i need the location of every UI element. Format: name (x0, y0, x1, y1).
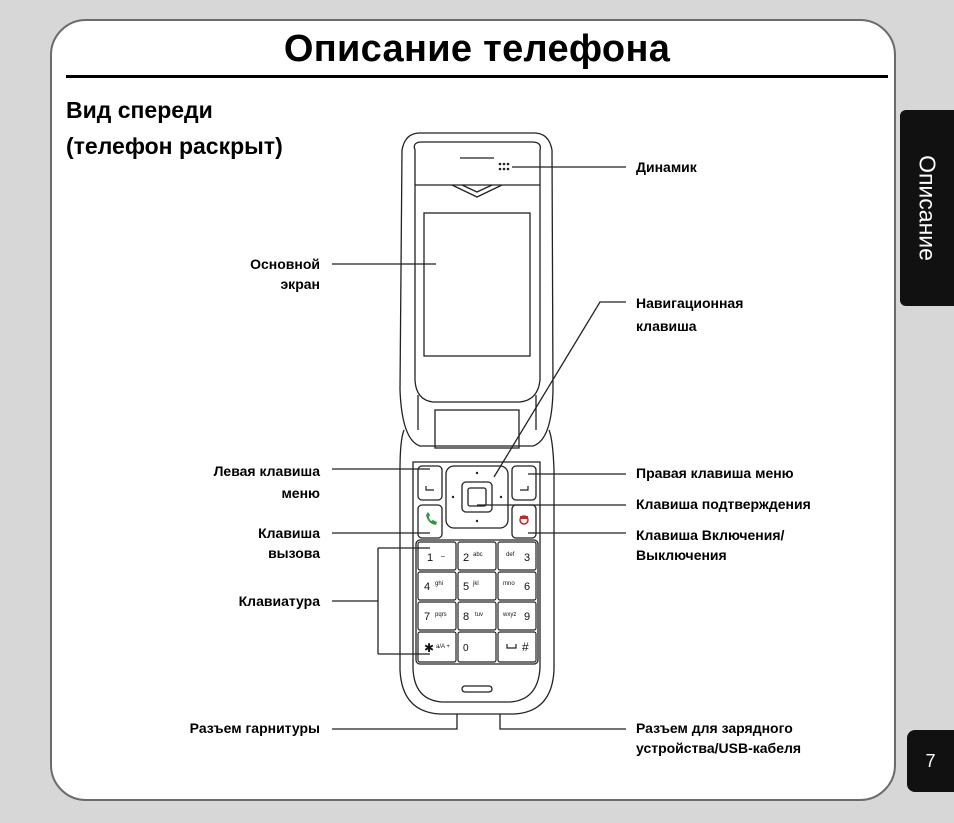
call-icon (426, 512, 437, 525)
confirm-key (468, 488, 486, 506)
hinge-upper (418, 395, 536, 430)
connector-slot (462, 686, 492, 692)
key-0: 0 (463, 643, 469, 654)
right-soft-key-icon (520, 486, 528, 490)
label-call (258, 523, 320, 563)
left-soft-key (418, 466, 442, 500)
key-4: 4 (424, 581, 431, 593)
page-title: Описание телефона (283, 28, 671, 70)
key-5-sub: jkl (473, 581, 479, 587)
label-nav-key (636, 292, 743, 338)
right-soft-key (512, 466, 536, 500)
key-star: ✱ (424, 641, 435, 655)
label-power-line2: Выключения (636, 547, 727, 563)
key-1-sub: – (441, 553, 445, 560)
nav-ring (446, 466, 508, 528)
key-star-sub: a/A + (436, 644, 450, 650)
label-call-line2: вызова (268, 545, 320, 561)
key-5: 5 (463, 581, 470, 593)
label-power-line1: Клавиша Включения/ (636, 527, 785, 543)
label-left-soft-line2: меню (281, 485, 320, 501)
key-2-sub: abc (473, 552, 483, 558)
label-speaker: Динамик (636, 159, 697, 175)
key-3: 3 (524, 552, 531, 564)
key-9: 9 (524, 611, 531, 623)
key-4-sub: ghi (435, 581, 444, 587)
label-main-screen (250, 254, 320, 294)
subtitle-line-1: Вид спереди (66, 97, 213, 123)
nav-direction-dots (452, 472, 502, 522)
leader-keypad (332, 548, 430, 654)
key-8: 8 (463, 611, 470, 623)
left-soft-key-icon (426, 486, 434, 490)
subtitle-line-2: (телефон раскрыт) (66, 133, 283, 159)
upper-chevron (452, 185, 502, 197)
key-9-sub: wxyz (503, 612, 517, 618)
speaker-icon (499, 163, 510, 171)
nav-inner (462, 482, 492, 512)
key-2: 2 (463, 552, 470, 564)
label-charger (636, 718, 801, 758)
page-number: 7 (907, 730, 954, 792)
label-nav-key-line1: Навигационная (636, 295, 744, 311)
leader-nav-key (494, 302, 626, 477)
label-left-soft-line1: Левая клавиша (213, 463, 320, 479)
key-hash: # (522, 640, 529, 654)
hinge (435, 410, 519, 448)
key-6-sub: mno (503, 581, 515, 587)
leader-charger (500, 714, 626, 729)
label-charger-line2: устройства/USB-кабеля (636, 740, 802, 756)
end-call-icon (520, 516, 528, 524)
label-headset: Разъем гарнитуры (189, 720, 320, 736)
key-6: 6 (524, 581, 531, 593)
label-main-screen-line1: Основной (250, 256, 320, 272)
upper-flip-inner (414, 142, 540, 402)
main-screen (424, 213, 530, 356)
label-right-soft: Правая клавиша меню (636, 465, 794, 481)
key-1: 1 (427, 552, 434, 564)
label-main-screen-line2: экран (280, 276, 320, 292)
label-call-line1: Клавиша (258, 525, 320, 541)
key-7-sub: pqrs (435, 612, 447, 618)
label-keypad: Клавиатура (238, 593, 320, 609)
label-left-soft (214, 460, 320, 504)
key-7: 7 (424, 611, 431, 623)
label-nav-key-line2: клавиша (636, 318, 697, 334)
label-charger-line1: Разъем для зарядного (636, 720, 793, 736)
space-key-icon (507, 644, 516, 648)
side-tab-label: Описание (914, 155, 941, 261)
label-confirm: Клавиша подтверждения (636, 496, 811, 512)
key-8-sub: tuv (475, 612, 484, 618)
label-power (636, 525, 784, 565)
key-3-sub: def (506, 552, 515, 558)
leader-headset (332, 714, 457, 729)
